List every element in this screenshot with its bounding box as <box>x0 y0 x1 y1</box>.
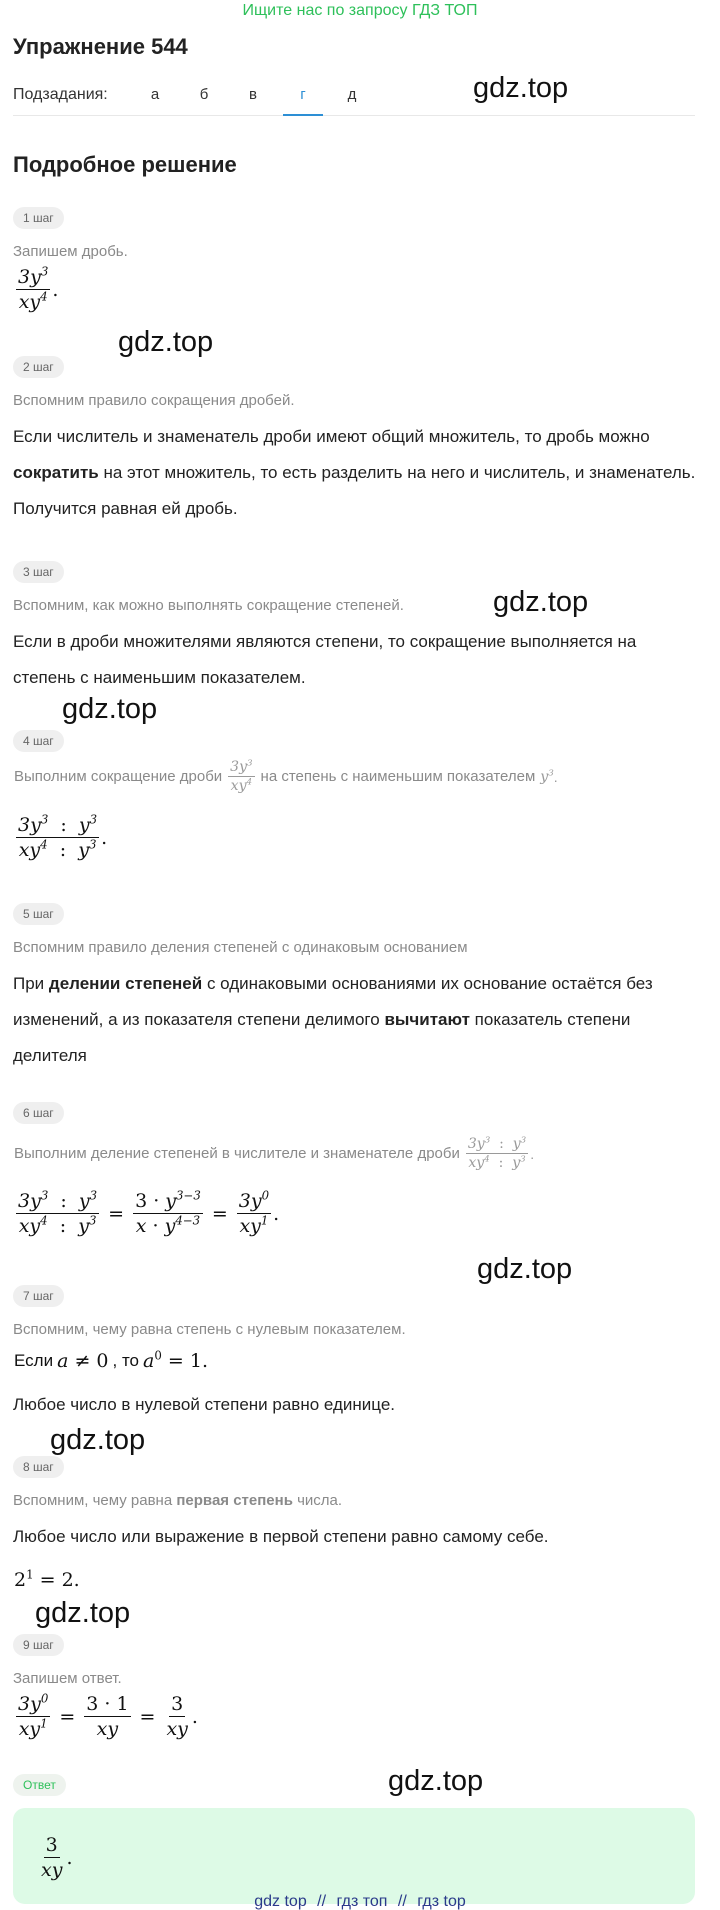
step-text: Любое число в нулевой степени равно единице. <box>13 1395 396 1414</box>
step-badge: 3 шаг <box>13 561 64 583</box>
subtask-tab-a[interactable]: а <box>150 86 160 103</box>
step-hint: Вспомним правило сокращения дробей. <box>13 392 295 409</box>
step-text: Если числитель и знаменатель дроби имеют общий множитель, то дробь можно сократить на этот множитель, то есть разделить на него и числитель, и знаменатель. Получится равная ей дробь. <box>13 427 696 518</box>
step-text: Любое число или выражение в первой степени равно самому себе. <box>13 1527 549 1546</box>
step-hint: Вспомним, чему равна первая степень числа. <box>13 1492 343 1509</box>
watermark: gdz.top <box>388 1765 484 1797</box>
promo-banner: Ищите нас по запросу ГДЗ ТОП <box>242 2 478 19</box>
subtask-tab-b[interactable]: б <box>199 86 209 103</box>
step-text: Если в дроби множителями являются степени, то сокращение выполняется на степень с наименьшим показателем. <box>13 632 637 687</box>
subtask-tab-g[interactable]: г <box>283 84 323 116</box>
step-badge: 2 шаг <box>13 356 64 378</box>
formula-reduction: $\frac{3y^3 : y^3}{xy^4 : y^3}$ . <box>18 812 108 861</box>
footer-links <box>0 1893 720 1910</box>
watermark: gdz.top <box>118 326 214 358</box>
step-hint: Вспомним правило деления степеней с одинаковым основанием <box>13 939 468 956</box>
watermark: gdz.top <box>35 1597 131 1629</box>
formula-fraction: $\frac{3y^3}{xy^4}$ . <box>18 264 59 313</box>
step-badge: 1 шаг <box>13 207 64 229</box>
subtask-tab-d[interactable]: д <box>347 86 357 103</box>
watermark: gdz.top <box>493 586 589 618</box>
subtasks-label: Подзадания: <box>13 86 108 103</box>
watermark: gdz.top <box>477 1253 573 1285</box>
step-hint: Выполним сокращение дроби $\frac{3y^3}{xy^4}$ на степень с наименьшим показателем $y^3$ . <box>14 758 558 794</box>
step-badge: 4 шаг <box>13 730 64 752</box>
answer-formula: $\frac{3}{xy}$ . <box>41 1834 73 1881</box>
step-text: Если a ≠ 0 , то $a^0 = 1$. <box>14 1348 208 1372</box>
step-hint: Вспомним, чему равна степень с нулевым показателем. <box>13 1321 406 1338</box>
footer-separator: // <box>397 1893 407 1910</box>
watermark: gdz.top <box>62 693 158 725</box>
section-title: Подробное решение <box>13 152 237 177</box>
step-badge: 6 шаг <box>13 1102 64 1124</box>
footer-link[interactable]: gdz top <box>254 1893 307 1910</box>
step-hint: Запишем дробь. <box>13 243 128 260</box>
answer-badge: Ответ <box>13 1774 66 1796</box>
step-hint: Выполним деление степеней в числителе и знаменателе дроби $\frac{3y^3 : y^3}{xy^4 : y^3}$ . <box>14 1135 535 1171</box>
subtasks-bar <box>13 84 695 116</box>
step-badge: 9 шаг <box>13 1634 64 1656</box>
watermark: gdz.top <box>50 1424 146 1456</box>
subtask-tab-v[interactable]: в <box>249 86 257 103</box>
step-text: При делении степеней с одинаковыми основаниями их основание остаётся без изменений, а из показателя степени делимого вычитают показатель степени делителя <box>13 974 653 1065</box>
footer-separator: // <box>317 1893 327 1910</box>
page-title: Упражнение 544 <box>13 34 188 59</box>
step-badge: 7 шаг <box>13 1285 64 1307</box>
formula-answer-derivation: $\frac{3y^0}{xy^1}$ = $\frac{3 \cdot 1}{xy}$ = $\frac{3}{xy}$ . <box>18 1691 198 1740</box>
formula-first-power: $2^1 = 2$. <box>14 1567 80 1591</box>
footer-link[interactable]: гдз top <box>417 1893 466 1910</box>
formula-division: $\frac{3y^3 : y^3}{xy^4 : y^3}$ = $\frac{3 \cdot y^{3-3}}{x \cdot y^{4-3}}$ = $\frac{3y^0}{xy^1}$ . <box>18 1188 280 1237</box>
watermark: gdz.top <box>473 72 569 104</box>
footer-link[interactable]: гдз топ <box>336 1893 388 1910</box>
step-badge: 8 шаг <box>13 1456 64 1478</box>
answer-box <box>13 1808 695 1904</box>
step-hint: Вспомним, как можно выполнять сокращение степеней. <box>13 597 404 614</box>
step-hint: Запишем ответ. <box>13 1670 122 1687</box>
step-badge: 5 шаг <box>13 903 64 925</box>
